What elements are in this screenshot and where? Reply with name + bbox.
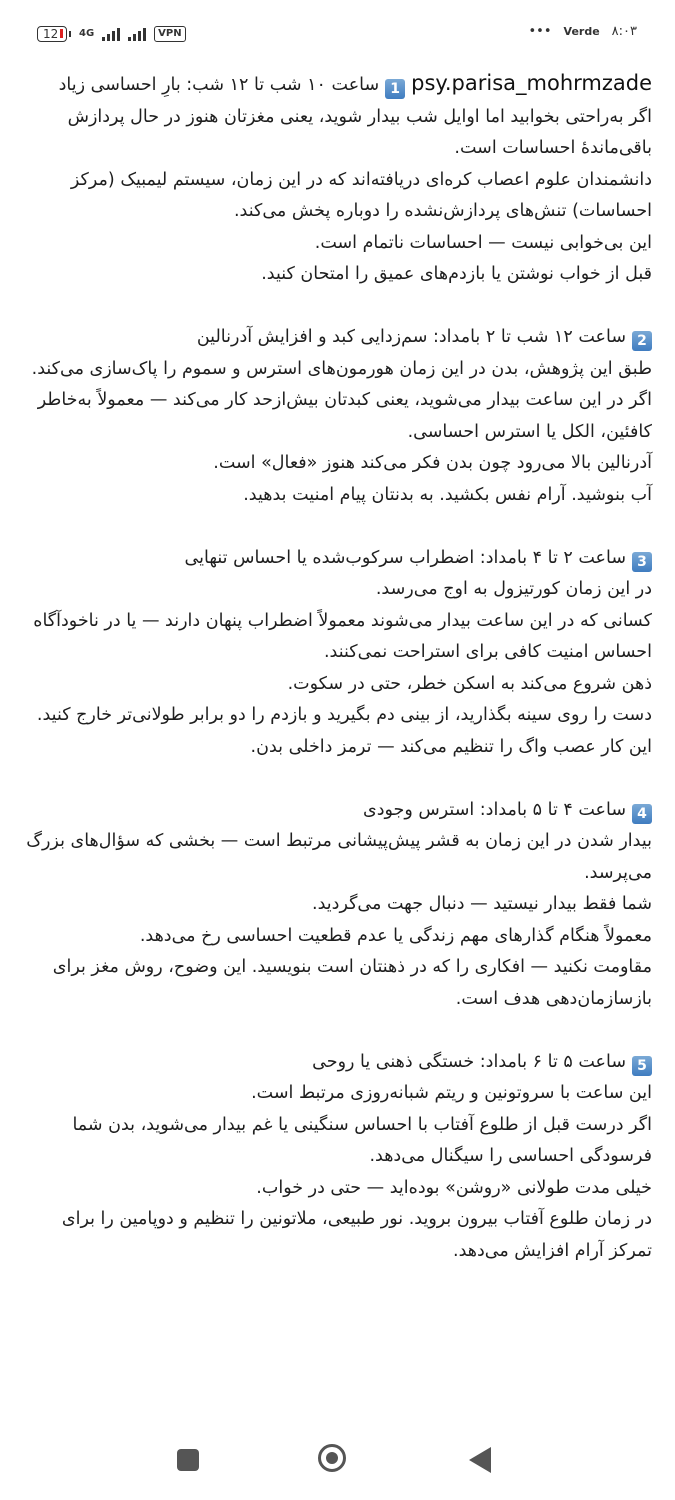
caption-line: اگر درست قبل از طلوع آفتاب با احساس سنگینی یا غم بیدار می‌شوید، بدن شما فرسودگی احساسی را سیگنال می‌دهد. [72, 1114, 652, 1166]
keycap-number-icon: 4 [632, 804, 652, 824]
caption-line: این ساعت با سروتونین و ریتم شبانه‌روزی مرتبط است. [251, 1083, 652, 1103]
more-dots-icon: ••• [528, 24, 552, 39]
network-type: 4G [79, 28, 95, 39]
caption-line: این کار عصب واگ را تنظیم می‌کند — ترمز داخلی بدن. [250, 736, 652, 757]
section-title [22, 68, 652, 102]
caption-section [22, 795, 652, 1016]
caption-line: معمولاً هنگام گذارهای مهم زندگی یا عدم قطعیت احساسی رخ می‌دهد. [139, 925, 652, 946]
keycap-number-icon: 2 [632, 331, 652, 351]
navigation-bar [0, 1443, 675, 1479]
caption-section [22, 543, 652, 764]
section-title-text: ساعت ۴ تا ۵ بامداد: استرس وجودی [363, 799, 626, 820]
signal-4g-icon [102, 27, 120, 41]
caption-line: مقاومت نکنید — افکاری را که در ذهنتان است بنویسید. این وضوح، روش مغز برای بازسازمان‌دهی هدف است. [52, 957, 652, 1009]
battery-tip [69, 31, 71, 37]
section-title [22, 795, 652, 827]
signal-icon [128, 27, 146, 41]
section-title [22, 543, 652, 575]
battery-icon [37, 26, 67, 42]
section-title-text: ساعت ۵ تا ۶ بامداد: خستگی ذهنی یا روحی [312, 1051, 626, 1072]
section-title-text: ساعت ۱۰ شب تا ۱۲ شب: بارِ احساسی زیاد [58, 75, 380, 95]
caption-line: شما فقط بیدار نیستید — دنبال جهت می‌گردید. [312, 894, 652, 914]
carrier-label: Verde [563, 25, 600, 38]
vpn-badge: VPN [154, 26, 185, 42]
section-title-text: ساعت ۱۲ شب تا ۲ بامداد: سم‌زدایی کبد و افزایش آدرنالین [196, 327, 626, 347]
caption-line: طبق این پژوهش، بدن در این زمان هورمون‌های استرس و سموم را پاک‌سازی می‌کند. [31, 358, 652, 379]
caption-line: دانشمندان علوم اعصاب کره‌ای دریافته‌اند که در این زمان، سیستم لیمبیک (مرکز احساسات) تنش‌های پردازش‌نشده را دوباره پخش می‌کند. [70, 169, 652, 221]
caption-section [22, 322, 652, 511]
caption-line: آدرنالین بالا می‌رود چون بدن فکر می‌کند هنوز «فعال» است. [213, 453, 652, 473]
caption-line: اگر به‌راحتی بخوابید اما اوایل شب بیدار شوید، یعنی مغزتان هنوز در حال پردازش باقی‌ماندهٔ احساسات است. [67, 106, 652, 158]
section-title [22, 322, 652, 354]
home-circle-icon[interactable] [318, 1444, 346, 1472]
keycap-number-icon: 3 [632, 552, 652, 572]
battery-level: 12 [43, 27, 59, 41]
caption-line: دست را روی سینه بگذارید، از بینی دم بگیرید و بازدم را دو برابر طولانی‌تر خارج کنید. [36, 705, 652, 725]
keycap-number-icon: 5 [632, 1056, 652, 1076]
recents-square-icon[interactable] [177, 1449, 199, 1471]
caption-line: قبل از خواب نوشتن یا بازدم‌های عمیق را امتحان کنید. [261, 264, 652, 284]
back-triangle-icon[interactable] [469, 1447, 491, 1473]
caption-line: در زمان طلوع آفتاب بیرون بروید. نور طبیعی، ملاتونین را تنظیم و دوپامین را برای تمرکز آرام افزایش می‌دهد. [61, 1209, 652, 1261]
caption-line: در این زمان کورتیزول به اوج می‌رسد. [375, 579, 652, 599]
caption-line: اگر در این ساعت بیدار می‌شوید، یعنی کبدتان بیش‌ازحد کار می‌کند — معمولاً به‌خاطر کافئین، الکل یا استرس احساسی. [37, 390, 652, 442]
section-title [22, 1047, 652, 1079]
post-caption [22, 68, 652, 1299]
username-link[interactable]: psy.parisa_mohrmzade [411, 71, 652, 95]
status-left [37, 24, 186, 44]
caption-section [22, 1047, 652, 1268]
caption-section [22, 68, 652, 291]
caption-line: این بی‌خوابی نیست — احساسات ناتمام است. [314, 232, 652, 253]
clock: ۸:۰۳ [611, 24, 637, 39]
keycap-number-icon: 1 [385, 79, 405, 99]
caption-line: کسانی که در این ساعت بیدار می‌شوند معمولاً اضطراب پنهان دارند — یا در ناخودآگاه احساس امنیت کافی برای استراحت نمی‌کنند. [33, 610, 652, 662]
section-title-text: ساعت ۲ تا ۴ بامداد: اضطراب سرکوب‌شده یا احساس تنهایی [184, 547, 626, 568]
caption-line: خیلی مدت طولانی «روشن» بوده‌اید — حتی در خواب. [256, 1177, 652, 1198]
status-right [529, 24, 637, 39]
caption-line: بیدار شدن در این زمان به قشر پیش‌پیشانی مرتبط است — بخشی که سؤال‌های بزرگ می‌پرسد. [26, 831, 652, 883]
caption-line: آب بنوشید. آرام نفس بکشید. به بدنتان پیام امنیت بدهید. [243, 484, 652, 505]
status-bar [0, 20, 675, 50]
caption-line: ذهن شروع می‌کند به اسکن خطر، حتی در سکوت. [287, 673, 652, 694]
